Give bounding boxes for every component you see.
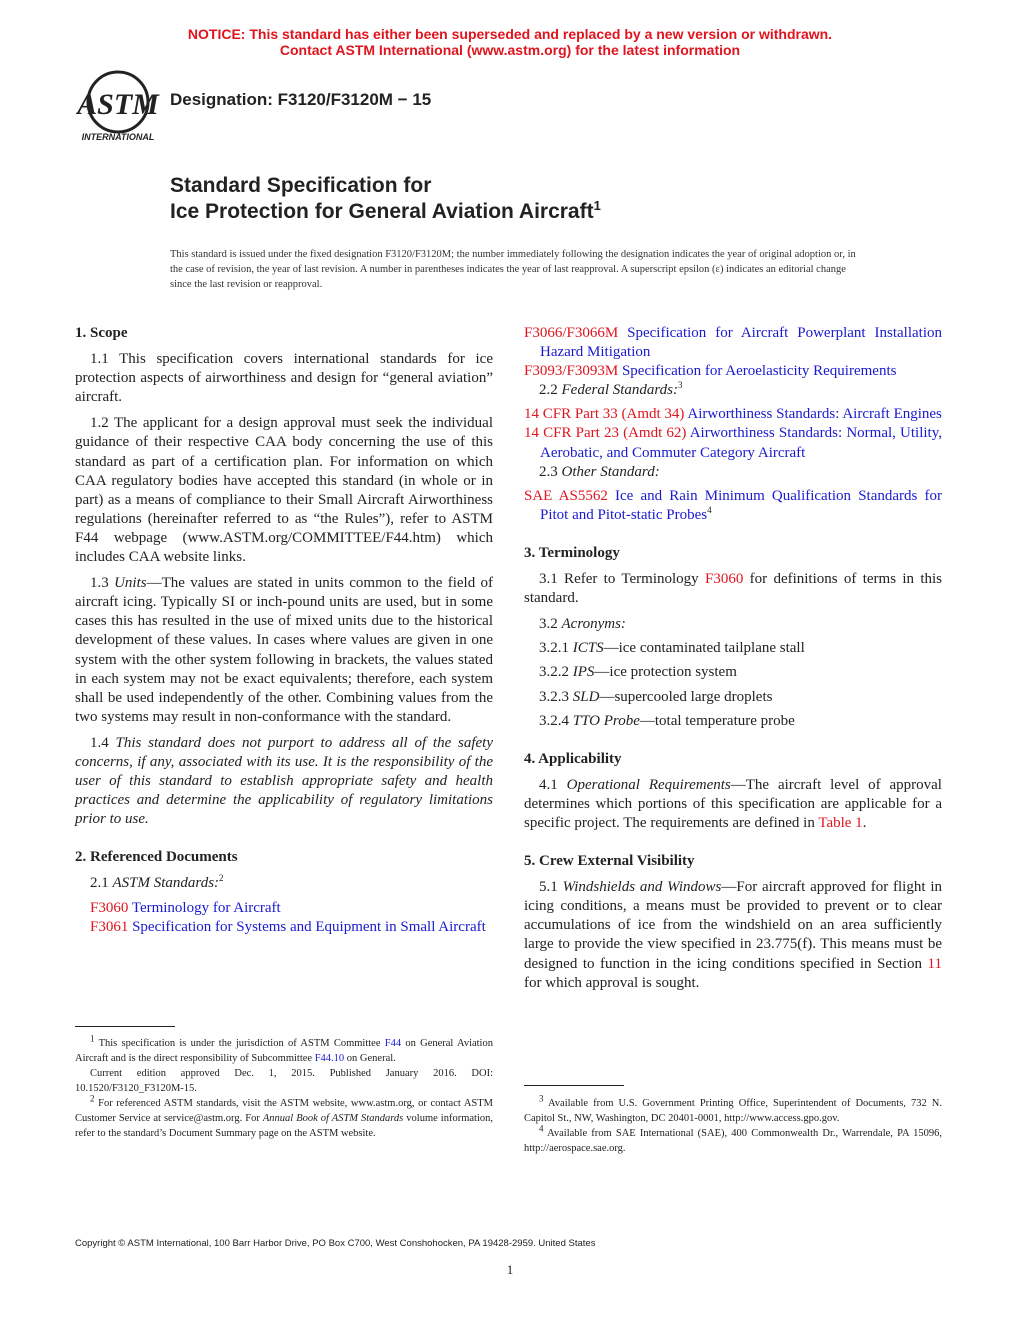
text-segment: —The values are stated in units common to the field of aircraft icing. Typically SI or inch-pound units are used, but in some cases this has resulted in the use of mixed units due to the historical development of these values. In cases where values are given in one system with the other system following in brackets, the values stated in each system may not be exact equivalents; therefore, each system shall be used independently of the other. Combining values from the two systems may result in non-conformance with the standard. <box>75 575 494 725</box>
footnote-mark: 3 <box>678 380 683 391</box>
reference-link[interactable]: Specification for Systems and Equipment in Small Aircraft <box>128 918 486 935</box>
paragraph <box>524 463 942 482</box>
text-segment: Units <box>114 575 147 592</box>
footnotes-left <box>75 1033 493 1141</box>
text-segment: For referenced ASTM standards, visit the ASTM website, www.astm.org, or contact ASTM Customer Service at service@astm.org. For <box>75 1098 493 1124</box>
title-line-1: Standard Specification for <box>170 174 432 197</box>
text-segment: 1.3 <box>90 575 115 592</box>
text-segment: 3.2.3 <box>539 688 573 705</box>
page-number: 1 <box>506 1262 514 1277</box>
paragraph <box>75 874 493 893</box>
text-segment: IPS <box>572 664 595 681</box>
reference-link[interactable]: 11 <box>927 955 942 972</box>
text-segment: Current edition approved Dec. 1, 2015. Published January 2016. DOI: 10.1520/F3120_F3120M-15. <box>75 1068 493 1094</box>
reference-link[interactable]: 14 CFR Part 33 (Amdt 34) <box>524 406 685 423</box>
text-segment: 5. Crew External Visibility <box>524 853 695 870</box>
paragraph <box>75 574 493 727</box>
section-heading <box>524 544 942 563</box>
astm-logo <box>76 68 162 144</box>
text-segment: 1.4 <box>90 734 116 751</box>
referenced-document <box>524 424 942 462</box>
reference-link[interactable]: F44.10 <box>314 1053 345 1064</box>
referenced-document <box>75 918 493 937</box>
text-segment: 4. Applicability <box>524 750 622 767</box>
text-segment: 1.2 The applicant for a design approval must seek the individual guidance of their respective CAA body concerning the use of this standard as part of a certification plan. For information on which CAA regulatory bodies have accepted this standard (in whole or in part) as a means of compliance to their Small Aircraft Airworthiness regulations (hereinafter referred to as “the Rules”), refer to ASTM F44 webpage (www.ASTM.org/COMMITTEE/F44.htm) which includes CAA website links. <box>75 415 493 566</box>
footnote-mark: 2 <box>90 1093 95 1104</box>
footnote-mark: 4 <box>707 504 712 515</box>
text-segment: ASTM Standards: <box>112 875 220 892</box>
text-segment: 3.2.2 <box>539 664 573 681</box>
referenced-document <box>524 324 942 362</box>
paragraph <box>524 570 942 608</box>
paragraph <box>524 663 942 682</box>
text-segment: Federal Standards: <box>561 382 679 399</box>
text-segment: Available from U.S. Government Printing Office, Superintendent of Documents, 732 N. Capitol St., NW, Washington, DC 20401-0001, http://www.access.gpo.gov. <box>524 1098 942 1124</box>
text-segment: 2.1 <box>90 875 113 892</box>
text-segment: Operational Requirements <box>566 776 731 793</box>
copyright: Copyright © ASTM International, 100 Barr Harbor Drive, PO Box C700, West Conshohocken, PA 19428-2959. United States <box>75 1238 596 1249</box>
footnote-mark: 2 <box>219 873 224 884</box>
paragraph <box>524 776 942 833</box>
paragraph <box>75 350 493 407</box>
text-segment: Annual Book of ASTM Standards <box>262 1113 404 1124</box>
reference-link[interactable]: F3093/F3093M <box>524 363 619 380</box>
text-segment: 2. Referenced Documents <box>75 849 238 866</box>
reference-link[interactable]: Ice and Rain Minimum Qualification Standards for Pitot and Pitot-static Probes <box>540 487 943 523</box>
paragraph <box>524 878 942 993</box>
text-segment: for definitions of terms in this standard. <box>524 571 943 607</box>
text-segment: —supercooled large droplets <box>599 688 773 705</box>
reference-link[interactable]: F3060 <box>90 899 129 916</box>
text-segment: ICTS <box>572 640 604 657</box>
reference-link[interactable]: SAE AS5562 <box>524 487 608 504</box>
text-segment: 2.3 <box>539 463 562 480</box>
title-line-2: Ice Protection for General Aviation Aircraft <box>170 200 594 223</box>
logo-subtext: INTERNATIONAL <box>81 132 155 142</box>
paragraph <box>75 414 493 567</box>
text-segment: —For aircraft approved for flight in icing conditions, a means must be provided to prevent or to clear accumulations of ice from the windshield on an area sufficiently large to provide the view specified in 23.775(f). This means must be designed to function in the icing conditions specified in Section <box>524 879 942 972</box>
paragraph <box>524 381 942 400</box>
text-segment: This standard does not purport to address all of the safety concerns, if any, associated with its use. It is the responsibility of the user of this standard to establish appropriate safety and health practices and determine the applicability of regulatory limitations prior to use. <box>75 734 494 828</box>
right-column <box>524 324 942 1000</box>
paragraph <box>524 615 942 634</box>
section-heading <box>75 848 493 867</box>
reference-link[interactable]: Specification for Aircraft Powerplant Installation Hazard Mitigation <box>540 325 942 361</box>
text-segment: for which approval is sought. <box>524 974 700 991</box>
text-segment: 3. Terminology <box>524 544 620 561</box>
footnote-divider <box>524 1085 624 1086</box>
reference-link[interactable]: Airworthiness Standards: Aircraft Engines <box>684 406 942 423</box>
text-segment: —total temperature probe <box>639 712 795 729</box>
reference-link[interactable]: Airworthiness Standards: Normal, Utility, Aerobatic, and Commuter Category Aircraft <box>540 425 942 461</box>
text-segment: —ice contaminated tailplane stall <box>603 640 805 657</box>
text-segment: 3.2.1 <box>539 640 573 657</box>
notice-line-1: NOTICE: This standard has either been superseded and replaced by a new version or withdrawn. <box>187 26 833 42</box>
paragraph <box>524 688 942 707</box>
footnote-mark: 4 <box>539 1123 544 1134</box>
referenced-document <box>524 362 942 381</box>
section-heading <box>524 750 942 769</box>
text-segment: Available from SAE International (SAE), 400 Commonwealth Dr., Warrendale, PA 15096, http://aerospace.sae.org. <box>524 1128 942 1154</box>
notice-line-2: Contact ASTM International (www.astm.org) for the latest information <box>279 42 741 58</box>
text-segment: Windshields and Windows <box>562 879 722 896</box>
footnote <box>75 1066 493 1096</box>
text-segment: 3.1 Refer to Terminology <box>539 571 705 588</box>
text-segment: 4.1 <box>539 776 567 793</box>
text-segment: 3.2.4 <box>539 712 573 729</box>
supersede-notice <box>0 26 1020 58</box>
issuance-note: This standard is issued under the fixed designation F3120/F3120M; the number immediately following the designation indicates the year of original adoption or, in the case of revision, the year of last revision. A number in parentheses indicates the year of last reapproval. A superscript epsilon (ε) indicates an editorial change since the last revision or reapproval. <box>170 249 856 290</box>
text-segment: . <box>862 814 867 831</box>
section-heading <box>75 324 493 343</box>
referenced-document <box>524 405 942 424</box>
text-segment: —The aircraft level of approval determines which portions of this specification are applicable for a specific project. The requirements are defined in <box>524 776 942 831</box>
footnote <box>75 1033 493 1066</box>
title-footnote-mark: 1 <box>593 198 601 213</box>
reference-link[interactable]: Table 1 <box>818 814 863 831</box>
text-segment: on General. <box>344 1053 396 1064</box>
reference-link[interactable]: 14 CFR Part 23 (Amdt 62) <box>524 425 687 442</box>
footnote-mark: 1 <box>90 1033 95 1044</box>
text-segment: 5.1 <box>539 879 563 896</box>
footnotes-right <box>524 1093 942 1156</box>
section-heading <box>524 852 942 871</box>
text-segment: 3.2 <box>539 616 562 633</box>
footnote <box>524 1123 942 1156</box>
text-segment: This specification is under the jurisdiction of ASTM Committee <box>94 1038 385 1049</box>
text-segment: 1. Scope <box>75 325 128 341</box>
text-segment: —ice protection system <box>594 664 737 681</box>
left-column <box>75 324 493 937</box>
reference-link[interactable]: F44 <box>384 1038 402 1049</box>
text-segment: volume information, refer to the standard’s Document Summary page on the ASTM website. <box>75 1113 493 1139</box>
footnote-divider <box>75 1026 175 1027</box>
logo-text: ASTM <box>77 88 159 121</box>
reference-link[interactable]: F3066/F3066M <box>524 325 619 341</box>
reference-link[interactable]: F3060 <box>704 571 744 588</box>
text-segment: Acronyms: <box>561 616 626 633</box>
text-segment: SLD <box>572 688 600 705</box>
referenced-document <box>75 899 493 918</box>
text-segment: Other Standard: <box>561 463 660 480</box>
referenced-document <box>524 487 942 525</box>
reference-link[interactable]: Specification for Aeroelasticity Requirements <box>618 363 897 380</box>
footnote <box>75 1093 493 1141</box>
designation: Designation: F3120/F3120M − 15 <box>170 90 432 109</box>
text-segment: on General Aviation Aircraft and is the direct responsibility of Subcommittee <box>75 1038 493 1064</box>
footnote-mark: 3 <box>539 1093 544 1104</box>
text-segment: 2.2 <box>539 382 562 399</box>
paragraph <box>524 712 942 731</box>
paragraph <box>75 734 493 829</box>
text-segment: 1.1 This specification covers international standards for ice protection aspects of airworthiness and design for “general aviation” aircraft. <box>75 351 493 406</box>
paragraph <box>524 639 942 658</box>
reference-link[interactable]: Terminology for Aircraft <box>128 899 281 916</box>
document-title <box>170 173 601 225</box>
footnote <box>524 1093 942 1126</box>
text-segment: TTO Probe <box>572 712 640 729</box>
reference-link[interactable]: F3061 <box>90 918 129 935</box>
